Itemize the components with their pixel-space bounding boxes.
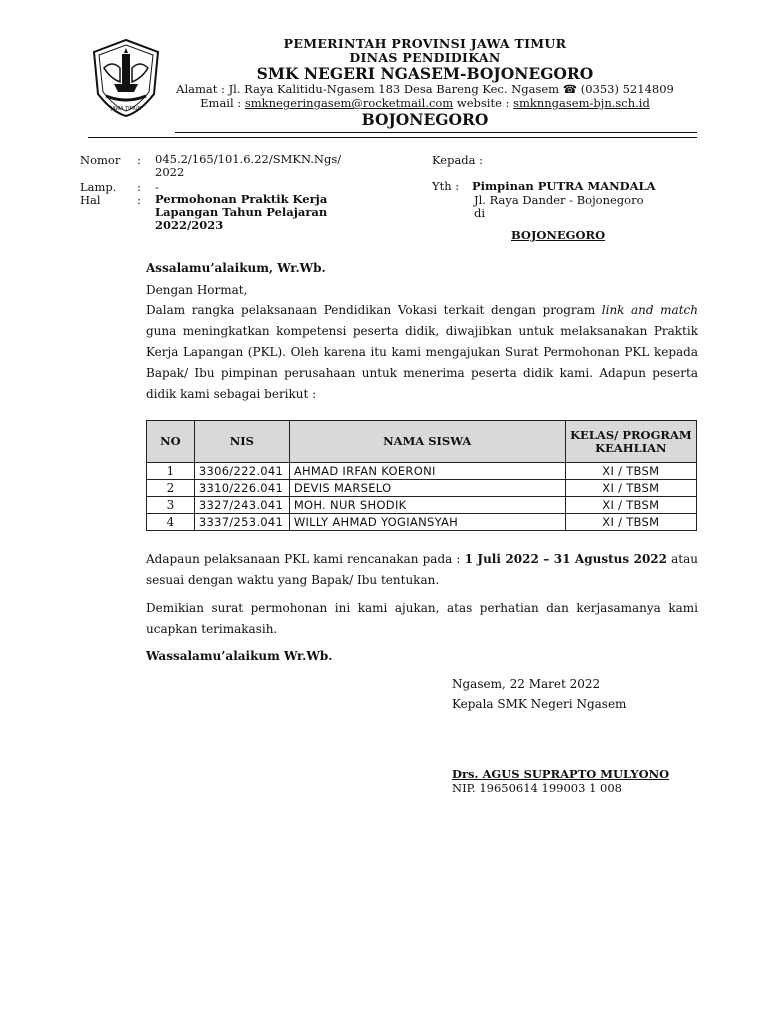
student-table [146,420,697,531]
table-row [147,480,697,497]
hal-colon: : [137,193,141,207]
cell-nama: MOH. NUR SHODIK [289,497,565,514]
nomor-value: 045.2/165/101.6.22/SMKN.Ngs/ 2022 [155,152,342,179]
website-link[interactable]: smknngasem-bjn.sch.id [513,96,650,110]
signature-name: Drs. AGUS SUPRAPTO MULYONO [452,767,670,781]
cell-kelas: XI / TBSM [565,514,696,531]
header-city: BOJONEGORO [361,110,489,129]
kepada-label: Kepada : [432,153,484,167]
intro-text-b: guna meningkatkan kompetensi peserta didik, diwajibkan untuk melaksanakan Praktik Kerja Lapangan (PKL). Oleh karena itu kami mengajukan Surat Permohonan PKL kepada Bapak/ Ibu pimpinan perusahaan untuk menerima peserta didik kami. Adapun peserta didik kami sebagai berikut : [146,324,698,401]
greeting-wassalam: Wassalamu’alaikum Wr.Wb. [146,649,333,663]
yth-label: Yth : [432,179,460,193]
nomor-colon: : [137,153,141,167]
th-kelas: KELAS/ PROGRAM KEAHLIAN [565,421,696,463]
lamp-label: Lamp. [80,180,117,194]
cell-kelas: XI / TBSM [565,463,696,480]
header-address [0,82,768,96]
th-nama: NAMA SISWA [289,421,565,463]
intro-text-a: Dalam rangka pelaksanaan Pendidikan Vokasi terkait dengan program [146,303,596,317]
table-row [147,514,697,531]
header-divider-top [175,132,697,133]
phone-text: (0353) 5214809 [580,82,674,96]
hal-value: Permohonan Praktik Kerja Lapangan Tahun Pelajaran 2022/2023 [155,192,328,232]
hal-label: Hal [80,193,101,207]
letterhead [0,0,768,140]
recipient-di: di [474,206,486,220]
paragraph-closing: Demikian surat permohonan ini kami ajukan, atas perhatian dan kerjasamanya kami ucapkan terimakasih. [146,601,698,636]
intro-italic: link and match [601,303,698,317]
cell-nis: 3327/243.041 [194,497,289,514]
cell-nis: 3310/226.041 [194,480,289,497]
table-row [147,463,697,480]
th-no: NO [147,421,195,463]
cell-nis: 3306/222.041 [194,463,289,480]
cell-nis: 3337/253.041 [194,514,289,531]
schedule-text-a: Adapaun pelaksanaan PKL kami rencanakan pada : [146,552,461,566]
signature-position: Kepala SMK Negeri Ngasem [452,697,627,711]
cell-no: 2 [147,480,195,497]
greeting-hormat: Dengan Hormat, [146,283,248,297]
paragraph-schedule [146,549,698,591]
cell-nama: AHMAD IRFAN KOERONI [289,463,565,480]
recipient-name: Pimpinan PUTRA MANDALA [472,179,656,193]
nomor-label: Nomor [80,153,121,167]
cell-no: 1 [147,463,195,480]
signature-place-date: Ngasem, 22 Maret 2022 [452,677,601,691]
phone-icon: ☎ [562,82,578,96]
schedule-dates: 1 Juli 2022 – 31 Agustus 2022 [464,552,668,566]
schedule-text-b: atau sesuai dengan waktu yang Bapak/ Ibu tentukan. [146,552,698,587]
recipient-address: Jl. Raya Dander - Bojonegoro [474,193,644,207]
email-label: Email : [200,96,242,110]
lamp-value: - [155,180,159,194]
email-link[interactable]: smknegeringasem@rocketmail.com [244,96,454,110]
cell-kelas: XI / TBSM [565,497,696,514]
cell-nama: DEVIS MARSELO [289,480,565,497]
logo-ribbon-text: JAWA TIMUR [110,106,142,112]
header-school-name: SMK NEGERI NGASEM-BOJONEGORO [256,64,594,83]
header-department: DINAS PENDIDIKAN [349,50,501,65]
th-nis: NIS [194,421,289,463]
header-divider-bottom [88,137,697,138]
signature-nip: NIP. 19650614 199003 1 008 [452,781,622,795]
cell-no: 4 [147,514,195,531]
greeting-salam: Assalamu’alaikum, Wr.Wb. [146,261,326,275]
address-text: Alamat : Jl. Raya Kalitidu-Ngasem 183 Desa Bareng Kec. Ngasem [176,82,560,96]
lamp-colon: : [137,180,141,194]
paragraph-intro [146,300,698,405]
header-contact [0,96,768,110]
recipient-city: BOJONEGORO [511,228,606,242]
website-label: website : [456,96,510,110]
cell-kelas: XI / TBSM [565,480,696,497]
cell-no: 3 [147,497,195,514]
header-province: PEMERINTAH PROVINSI JAWA TIMUR [283,36,567,51]
cell-nama: WILLY AHMAD YOGIANSYAH [289,514,565,531]
table-row [147,497,697,514]
